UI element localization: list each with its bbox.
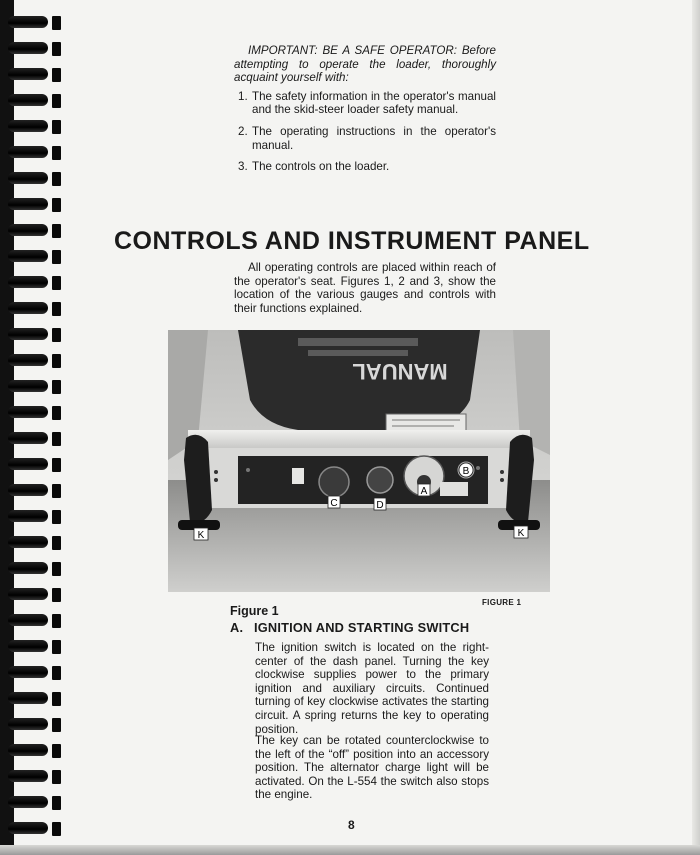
binding-coil — [8, 742, 64, 760]
page-edge-right — [692, 0, 700, 855]
binding-coil — [8, 92, 64, 110]
binding-coil — [8, 768, 64, 786]
subsection-heading — [230, 620, 469, 635]
binding-coil — [8, 560, 64, 578]
binding-coil — [8, 638, 64, 656]
callout-c — [328, 496, 340, 509]
binding-coil — [8, 14, 64, 32]
list-item-text: The controls on the loader. — [252, 160, 390, 174]
safety-list — [234, 90, 496, 174]
binding-coil — [8, 404, 64, 422]
callout-d — [374, 498, 386, 511]
figure-caption-right: FIGURE 1 — [482, 598, 522, 607]
binding-coil — [8, 222, 64, 240]
svg-text:A: A — [420, 486, 428, 497]
binding-coil — [8, 248, 64, 266]
binding-coil — [8, 586, 64, 604]
binding-coil — [8, 352, 64, 370]
list-item — [234, 125, 496, 152]
list-item-number: 1. — [238, 89, 248, 103]
list-item-text: The safety information in the operator's manual and the skid-steer loader safety manual. — [252, 89, 496, 117]
page-edge-bottom — [0, 845, 700, 855]
paragraph-accessory: The key can be rotated counterclockwise to the left of the “off” position into an accessory position. The alternator charge light will be activated. On the L-554 the switch also stops the engine. — [255, 734, 489, 802]
manual-plate-text: MANUAL — [352, 359, 448, 384]
svg-text:K: K — [197, 530, 205, 541]
callout-k-right — [514, 526, 528, 539]
binding-coil — [8, 40, 64, 58]
binding-coil — [8, 118, 64, 136]
paragraph-ignition: The ignition switch is located on the right-center of the dash panel. Turning the key clockwise supplies power to the primary ignition and auxiliary circuits. Continued turning of key clockwise activates the starting circuit. A spring returns the key to operating position. — [255, 641, 489, 736]
binding-coil — [8, 482, 64, 500]
svg-text:C: C — [330, 498, 338, 509]
binding-coil — [8, 664, 64, 682]
binding-coil — [8, 794, 64, 812]
binding-coil — [8, 456, 64, 474]
binding-coil — [8, 66, 64, 84]
binding-coil — [8, 170, 64, 188]
binding-coil — [8, 612, 64, 630]
binding-coil — [8, 820, 64, 838]
list-item — [234, 90, 496, 117]
binding-coil — [8, 430, 64, 448]
svg-text:D: D — [376, 500, 384, 511]
svg-text:K: K — [517, 528, 525, 539]
list-item-text: The operating instructions in the operator's manual. — [252, 124, 496, 152]
safety-heading: IMPORTANT: BE A SAFE OPERATOR: Before attempting to operate the loader, thoroughly acquaint yourself with: — [234, 44, 496, 85]
page-number: 8 — [348, 818, 355, 832]
binding-coil — [8, 690, 64, 708]
binding-coil — [8, 378, 64, 396]
binding-coil — [8, 534, 64, 552]
list-item-number: 2. — [238, 124, 248, 138]
binding-coil — [8, 300, 64, 318]
safety-intro — [234, 44, 496, 182]
binding-coil — [8, 196, 64, 214]
callout-k-left — [194, 528, 208, 541]
binding-coil — [8, 508, 64, 526]
spiral-binding — [0, 0, 68, 855]
svg-text:B: B — [462, 466, 470, 477]
dashboard-photo-illustration — [168, 330, 550, 592]
subsection-title: IGNITION AND STARTING SWITCH — [254, 620, 470, 635]
binding-coil — [8, 274, 64, 292]
section-lead: All operating controls are placed within reach of the operator's seat. Figures 1, 2 and 3, show the location of the various gauges and controls with their functions explained. — [234, 261, 496, 315]
binding-coil — [8, 144, 64, 162]
figure-caption-left: Figure 1 — [230, 604, 279, 618]
binding-coil — [8, 716, 64, 734]
figure-photo — [168, 330, 550, 592]
list-item — [234, 160, 496, 174]
section-title: CONTROLS AND INSTRUMENT PANEL — [114, 227, 590, 255]
callout-b — [459, 463, 473, 477]
binding-coil — [8, 326, 64, 344]
callout-a — [418, 484, 430, 497]
subsection-letter: A. — [230, 620, 244, 635]
list-item-number: 3. — [238, 160, 248, 174]
